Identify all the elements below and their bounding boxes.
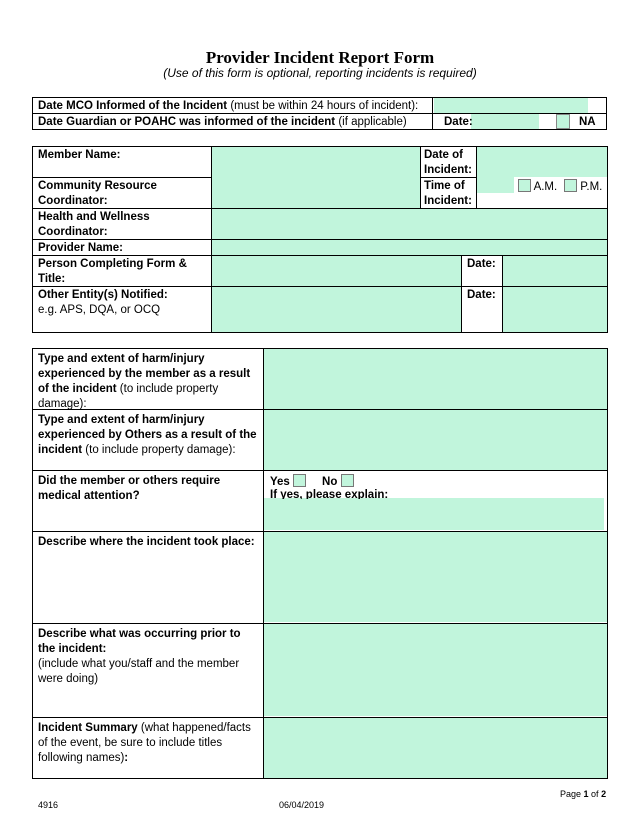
crc-label: Community Resource Coordinator: <box>38 180 157 207</box>
section3-box <box>32 348 608 779</box>
page-title: Provider Incident Report Form <box>205 48 435 67</box>
guardian-date-label: Date: <box>444 116 473 128</box>
prior-label: Describe what was occurring prior to the incident: (include what you/staff and the member were doing) <box>38 628 241 685</box>
time-of-incident-label: Time of Incident: <box>424 180 472 207</box>
if-yes-label: If yes, please explain: <box>270 489 389 499</box>
other-entities-label: Other Entity(s) Notified: e.g. APS, DQA, or OCQ <box>38 289 168 316</box>
na-label: NA <box>579 116 596 128</box>
harm-member-label: Type and extent of harm/injury experienced by the member as a result of the incident (to include property damage): <box>38 353 251 410</box>
page-number: Page 1 of 2 <box>560 789 607 799</box>
mco-informed-label: Date MCO Informed of the Incident (must be within 24 hours of incident): <box>38 100 419 112</box>
pm-option[interactable]: P.M. <box>560 177 606 197</box>
other-entities-date-label: Date: <box>467 289 496 301</box>
member-name-label: Member Name: <box>38 149 121 161</box>
harm-others-label: Type and extent of harm/injury experienced by Others as a result of the incident (to include property damage): <box>38 414 257 456</box>
hwc-label: Health and Wellness Coordinator: <box>38 211 150 238</box>
summary-label: Incident Summary (what happened/facts of the event, be sure to include titles following names): <box>38 722 251 764</box>
person-completing-label: Person Completing Form & Title: <box>38 258 187 285</box>
person-completing-date-label: Date: <box>467 258 496 270</box>
provider-name-label: Provider Name: <box>38 242 124 254</box>
medical-yes-no: Yes No <box>266 472 596 492</box>
medical-question-label: Did the member or others require medical attention? <box>38 475 221 502</box>
where-label: Describe where the incident took place: <box>38 536 255 548</box>
date-of-incident-label: Date of Incident: <box>424 149 472 176</box>
form-number: 4916 <box>38 800 59 810</box>
form-date: 06/04/2019 <box>279 800 325 810</box>
guardian-informed-label: Date Guardian or POAHC was informed of the incident (if applicable) <box>38 116 407 128</box>
am-option[interactable]: A.M. <box>514 177 561 197</box>
page-subtitle: (Use of this form is optional, reporting incidents is required) <box>163 66 477 80</box>
